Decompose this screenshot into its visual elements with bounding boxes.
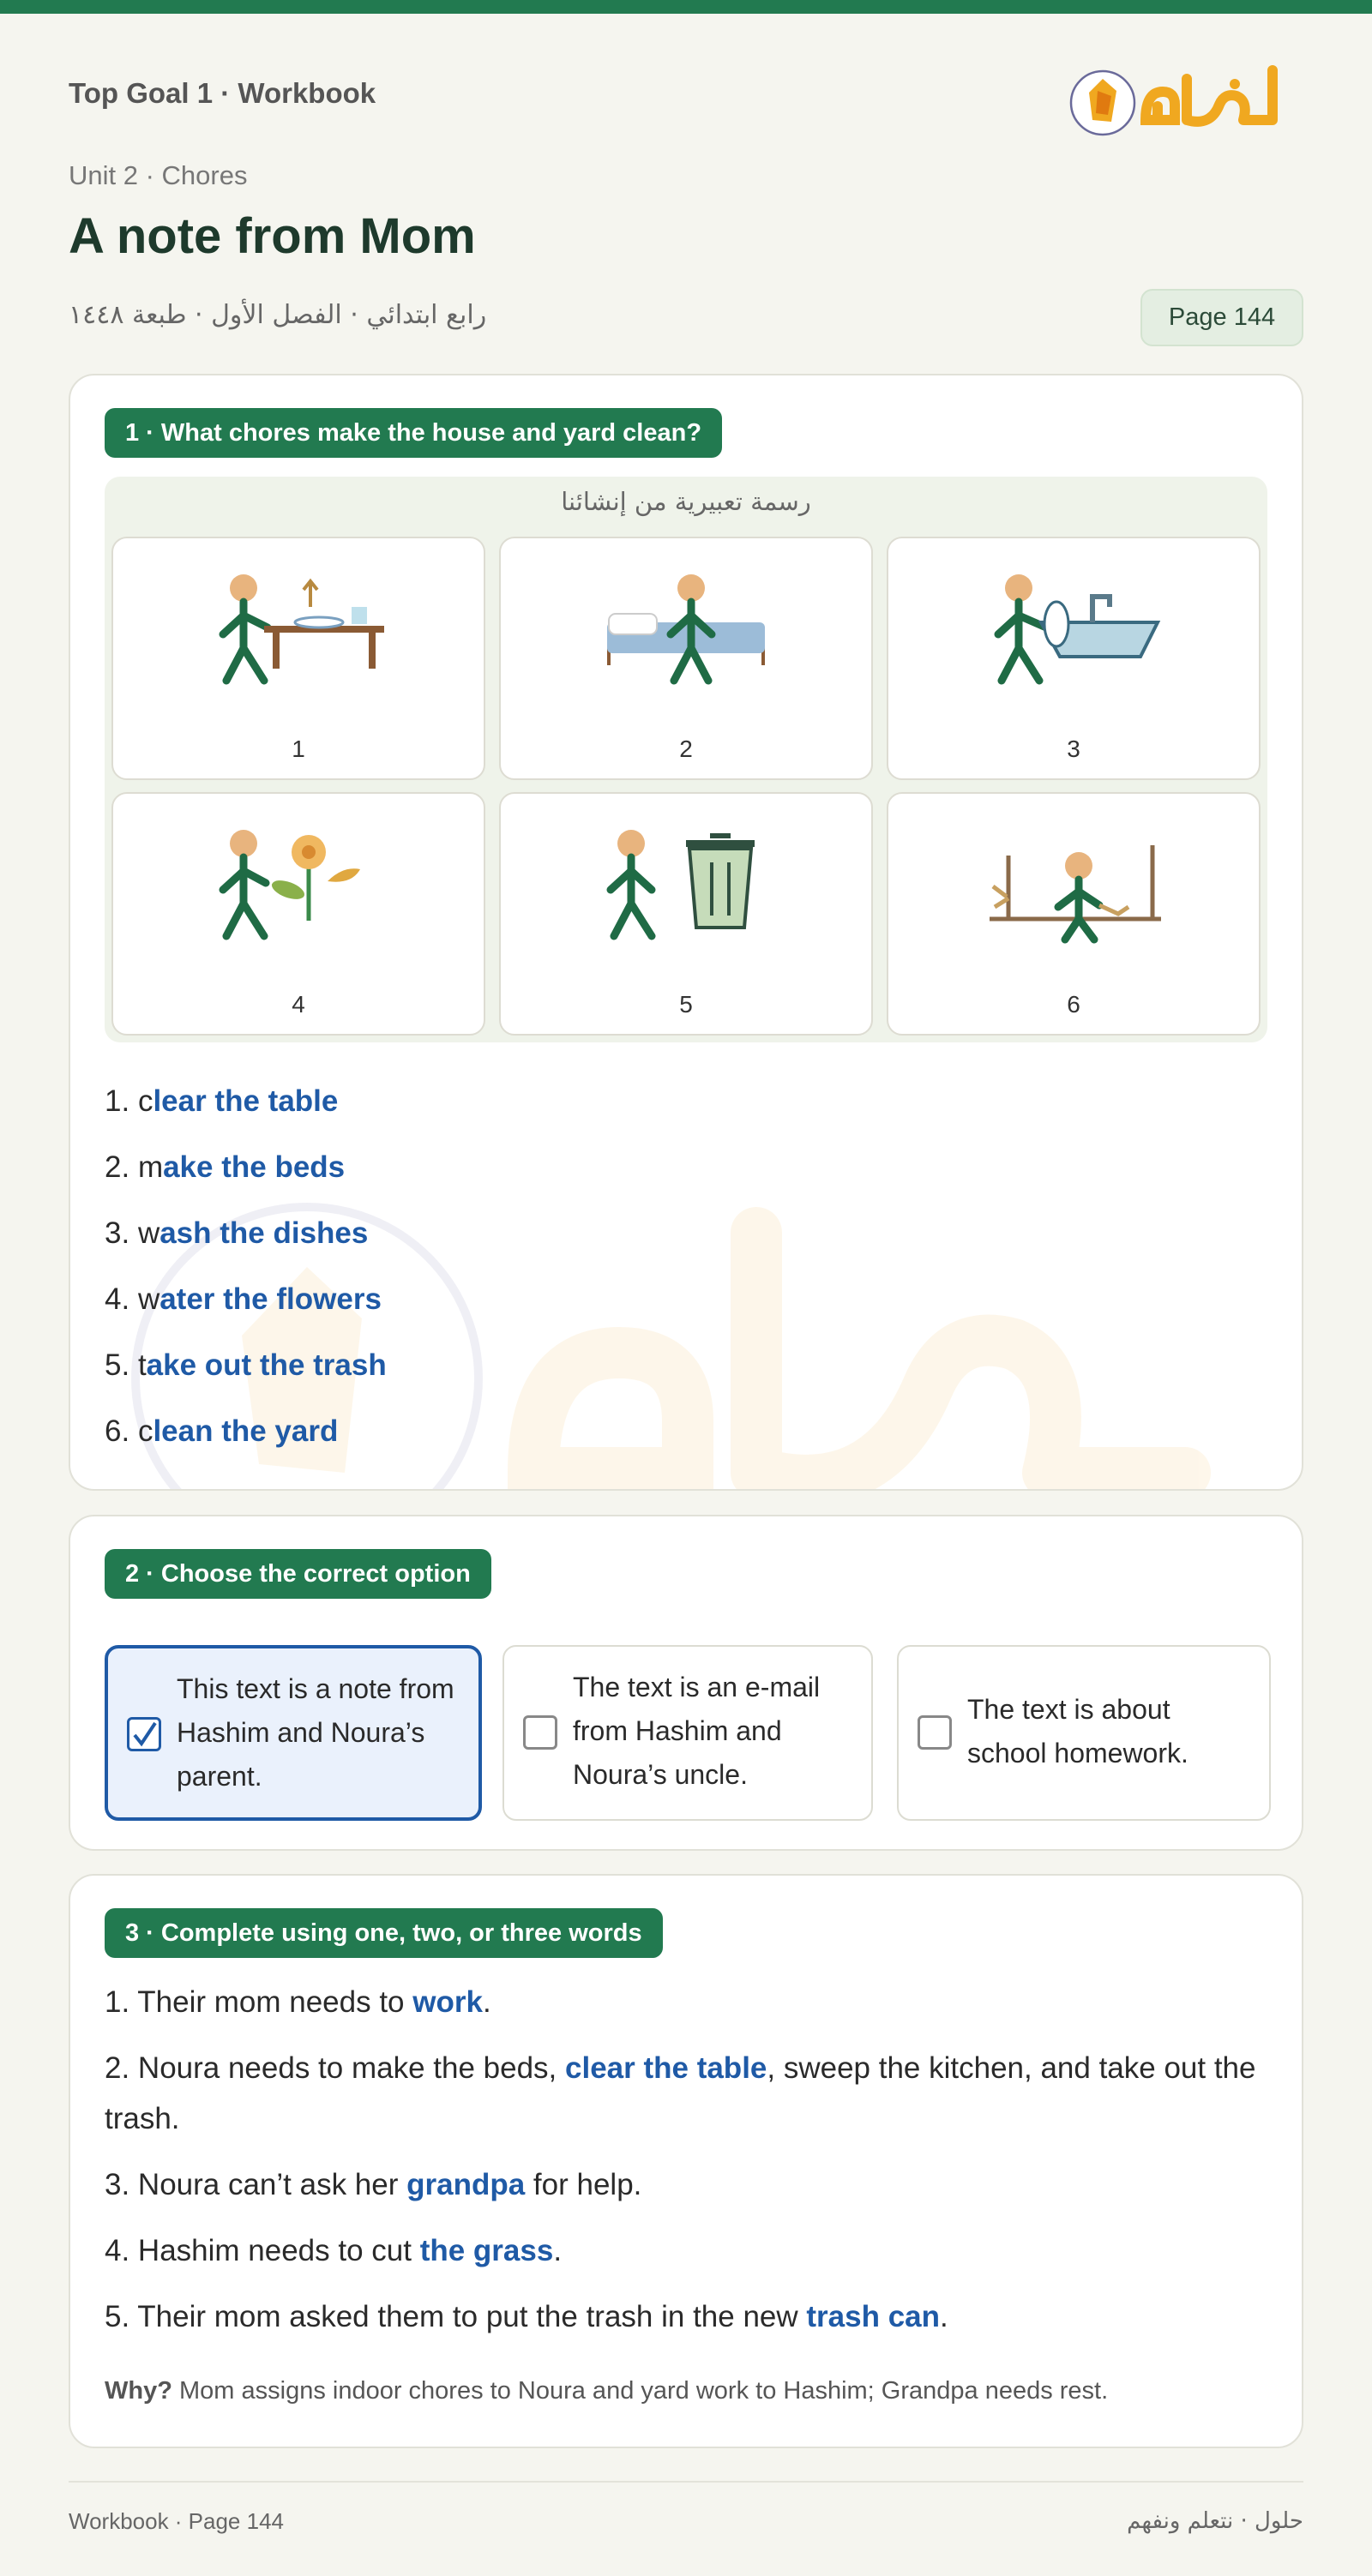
grade-term-edition: رابع ابتدائي · الفصل الأول · طبعة ١٤٤٨ (69, 300, 487, 330)
section-2-title: 2 · Choose the correct option (105, 1549, 491, 1599)
page-title: A note from Mom (69, 208, 476, 264)
option-email-from-uncle[interactable] (502, 1645, 873, 1821)
tile-number: 1 (292, 736, 305, 762)
answer-fill: grandpa (406, 2168, 526, 2201)
answer-fill: trash can (806, 2300, 941, 2333)
section-1-title: 1 · What chores make the house and yard clean? (105, 408, 722, 458)
hulul-logo (1067, 53, 1290, 147)
chore-tile-1 (111, 537, 485, 780)
chore-tile-3 (887, 537, 1261, 780)
option-text: The text is about school homework. (967, 1694, 1188, 1768)
answer-row-3: 3. wash the dishes (105, 1216, 369, 1250)
completion-item-2: 2. Noura needs to make the beds, clear the table, sweep the kitchen, and take out the trash. (105, 2051, 1256, 2135)
clean-yard-icon (990, 818, 1161, 946)
make-bed-icon (602, 562, 773, 691)
section-2-card (69, 1515, 1303, 1851)
tile-number: 5 (679, 991, 693, 1018)
answer-fill: work (412, 1985, 483, 2019)
completion-item-4: 4. Hashim needs to cut the grass. (105, 2234, 563, 2267)
completion-item-5: 5. Their mom asked them to put the trash in the new trash can. (105, 2300, 948, 2333)
chore-tile-2 (499, 537, 873, 780)
answer-fill: ater the flowers (159, 1282, 382, 1316)
answer-row-4: 4. water the flowers (105, 1282, 382, 1316)
why-explanation (105, 2377, 1108, 2405)
option-note-from-parent[interactable] (105, 1645, 482, 1821)
tile-number: 3 (1067, 736, 1080, 762)
top-accent-bar (0, 0, 1372, 14)
answer-fill: ake the beds (163, 1150, 346, 1184)
answer-row-6: 6. clean the yard (105, 1414, 339, 1448)
water-flowers-icon (214, 818, 386, 946)
trash-can-icon (602, 818, 773, 946)
option-text: This text is a note from Hashim and Noura’s parent. (177, 1673, 454, 1792)
checkbox-icon[interactable] (523, 1715, 557, 1750)
completion-item-1: 1. Their mom needs to work. (105, 1985, 491, 2019)
unit-label: Unit 2 · Chores (69, 160, 248, 190)
option-school-homework[interactable] (897, 1645, 1271, 1821)
option-text: The text is an e-mail from Hashim and Noura’s uncle. (573, 1672, 821, 1790)
completion-list (105, 1977, 1271, 2357)
answer-fill: lear the table (153, 1084, 339, 1118)
picture-caption: رسمة تعبيرية من إنشائنا (561, 487, 811, 516)
checkbox-icon[interactable] (918, 1715, 952, 1750)
answer-fill: ake out the trash (146, 1348, 387, 1382)
answer-fill: ash the dishes (159, 1216, 369, 1250)
checked-checkbox-icon[interactable] (127, 1717, 161, 1751)
answer-row-1: 1. clear the table (105, 1084, 339, 1118)
chore-tile-4 (111, 792, 485, 1036)
clear-table-icon (214, 562, 386, 691)
chore-answers-list (105, 1068, 387, 1464)
section-3-title: 3 · Complete using one, two, or three words (105, 1908, 663, 1958)
tile-number: 4 (292, 991, 305, 1018)
wash-dishes-icon (990, 562, 1161, 691)
completion-item-3: 3. Noura can’t ask her grandpa for help. (105, 2168, 642, 2201)
answer-fill: the grass (419, 2234, 554, 2267)
chore-tile-6 (887, 792, 1261, 1036)
tile-number: 2 (679, 736, 693, 762)
answer-fill: clear the table (565, 2051, 767, 2085)
answer-row-5: 5. take out the trash (105, 1348, 387, 1382)
answer-fill: lean the yard (153, 1414, 339, 1448)
footer-divider (69, 2481, 1303, 2483)
workbook-series: Top Goal 1 · Workbook (69, 77, 376, 109)
tile-number: 6 (1067, 991, 1080, 1018)
chores-picture-panel (105, 477, 1267, 1042)
section-1-card (69, 374, 1303, 1491)
footer-page-label: Workbook · Page 144 (69, 2508, 284, 2534)
answer-row-2: 2. make the beds (105, 1150, 346, 1184)
section-3-card (69, 1874, 1303, 2448)
chore-tile-5 (499, 792, 873, 1036)
why-text: Mom assigns indoor chores to Noura and yard work to Hashim; Grandpa needs rest. (172, 2377, 1109, 2405)
why-label: Why? (105, 2377, 172, 2405)
footer-brand: حلول · نتعلم ونفهم (1127, 2508, 1303, 2534)
page-badge: Page 144 (1140, 289, 1303, 346)
